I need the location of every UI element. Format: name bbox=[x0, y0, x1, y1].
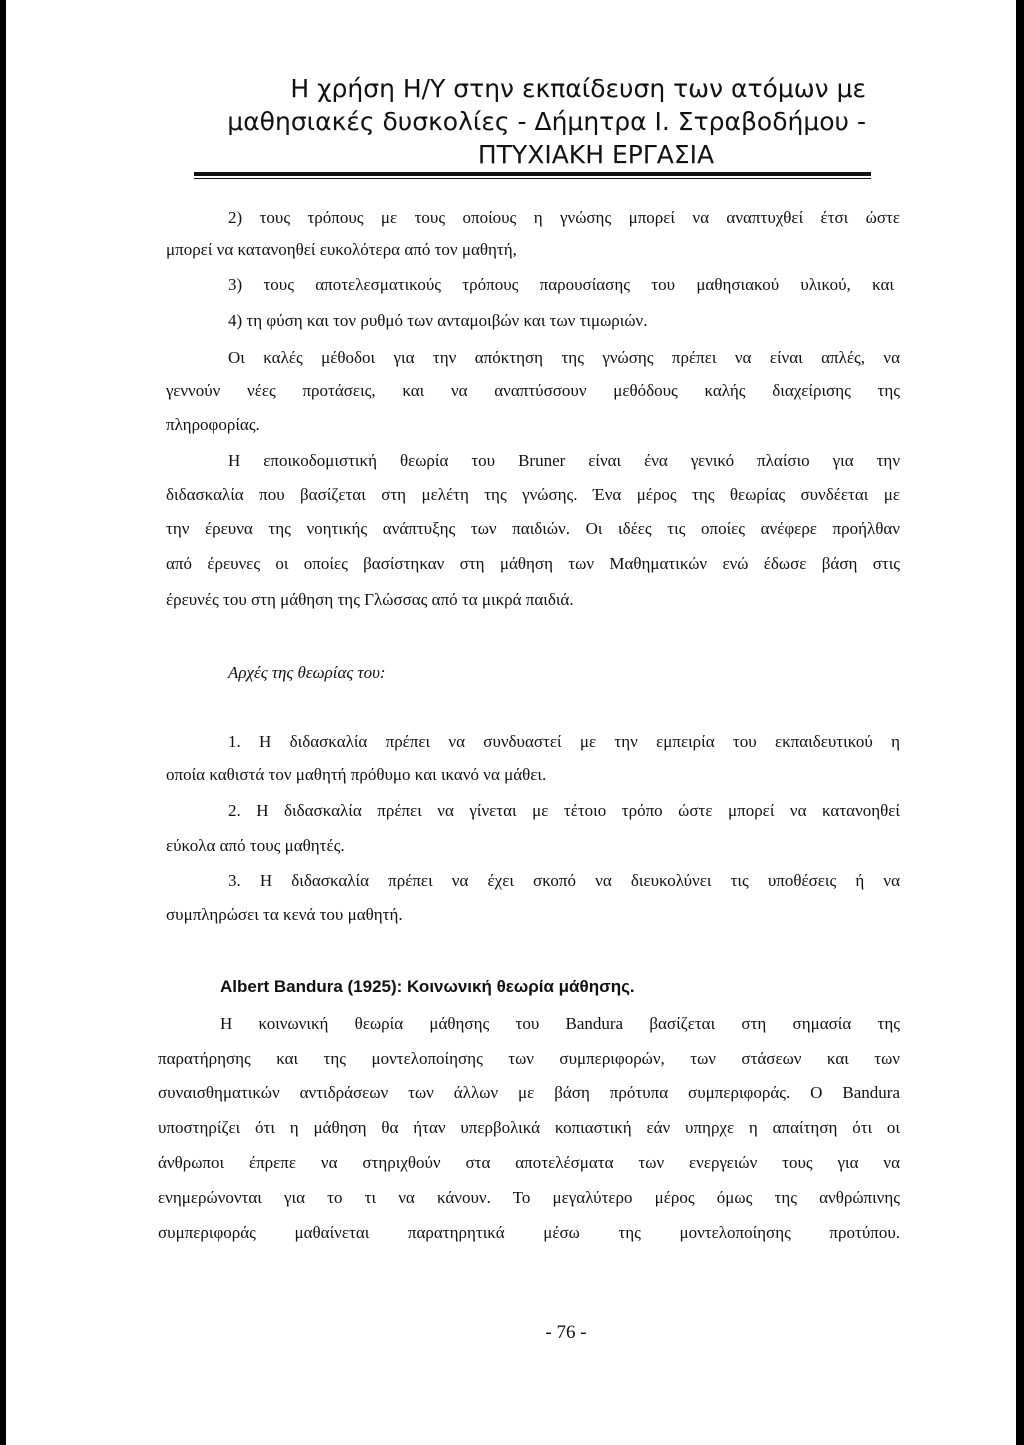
header-line-3: ΠΤΥΧΙΑΚΗ ΕΡΓΑΣΙΑ bbox=[477, 140, 715, 169]
text-line: παρατήρησης και της μοντελοποίησης των συμπεριφορών, των στάσεων και των bbox=[158, 1049, 900, 1068]
text-line: άνθρωποι έπρεπε να στηριχθούν στα αποτελέσματα των ενεργειών τους για να bbox=[158, 1153, 900, 1172]
text-line: μπορεί να κατανοηθεί ευκολότερα από τον μαθητή, bbox=[166, 240, 517, 259]
section-heading: Albert Bandura (1925): Κοινωνική θεωρία μάθησης. bbox=[220, 977, 635, 996]
list-item-continuation: εύκολα από τους μαθητές. bbox=[166, 836, 345, 855]
text-line: Οι καλές μέθοδοι για την απόκτηση της γνώσης πρέπει να είναι απλές, να bbox=[228, 348, 900, 367]
text-line: γεννούν νέες προτάσεις, και να αναπτύσσουν μεθόδους καλής διαχείρισης της bbox=[166, 381, 900, 400]
list-item-continuation: οποία καθιστά τον μαθητή πρόθυμο και ικανό να μάθει. bbox=[166, 765, 547, 784]
text-line: Η κοινωνική θεωρία μάθησης του Bandura βασίζεται στη σημασία της bbox=[220, 1014, 900, 1033]
list-item-continuation: συμπληρώσει τα κενά του μαθητή. bbox=[166, 905, 403, 924]
list-item: 1. Η διδασκαλία πρέπει να συνδυαστεί με την εμπειρία του εκπαιδευτικού η bbox=[228, 732, 900, 751]
document-page bbox=[6, 0, 1016, 1445]
text-line: από έρευνες οι οποίες βασίστηκαν στη μάθηση των Μαθηματικών ενώ έδωσε βάση στις bbox=[166, 554, 900, 573]
text-line: διδασκαλία που βασίζεται στη μελέτη της γνώσης. Ένα μέρος της θεωρίας συνδέεται με bbox=[166, 485, 900, 504]
header-line-2: μαθησιακές δυσκολίες - Δήμητρα Ι. Στραβοδήμου - bbox=[227, 107, 866, 136]
text-line: έρευνές του στη μάθηση της Γλώσσας από τα μικρά παιδιά. bbox=[166, 590, 574, 609]
text-line: υποστηρίζει ότι η μάθηση θα ήταν υπερβολικά κοπιαστική εάν υπηρχε η απαίτηση ότι οι bbox=[158, 1118, 900, 1137]
text-line: 2) τους τρόπους με τους οποίους η γνώσης μπορεί να αναπτυχθεί έτσι ώστε bbox=[228, 208, 900, 227]
text-line: ενημερώνονται για το τι να κάνουν. Το μεγαλύτερο μέρος όμως της ανθρώπινης bbox=[158, 1188, 900, 1207]
page-number: - 76 - bbox=[545, 1322, 587, 1343]
header-rule-thin bbox=[194, 178, 871, 179]
text-line: την έρευνα της νοητικής ανάπτυξης των παιδιών. Οι ιδέες τις οποίες ανέφερε προήλθαν bbox=[166, 519, 900, 538]
page-header bbox=[156, 72, 866, 171]
text-line: Η εποικοδομιστική θεωρία του Bruner είναι ένα γενικό πλαίσιο για την bbox=[228, 451, 900, 470]
text-line: 4) τη φύση και τον ρυθμό των ανταμοιβών και των τιμωριών. bbox=[228, 311, 648, 330]
text-line: συμπεριφοράς μαθαίνεται παρατηρητικά μέσω της μοντελοποίησης προτύπου. bbox=[158, 1223, 900, 1242]
text-line: πληροφορίας. bbox=[166, 415, 260, 434]
subheading: Αρχές της θεωρίας του: bbox=[228, 663, 386, 682]
text-line: συναισθηματικών αντιδράσεων των άλλων με βάση πρότυπα συμπεριφοράς. Ο Bandura bbox=[158, 1083, 900, 1102]
header-rule-thick bbox=[194, 172, 871, 176]
text-line: 3) τους αποτελεσματικούς τρόπους παρουσίασης του μαθησιακού υλικού, και bbox=[228, 275, 894, 294]
header-line-1: Η χρήση Η/Υ στην εκπαίδευση των ατόμων με bbox=[290, 74, 866, 103]
list-item: 3. Η διδασκαλία πρέπει να έχει σκοπό να διευκολύνει τις υποθέσεις ή να bbox=[228, 871, 900, 890]
list-item: 2. Η διδασκαλία πρέπει να γίνεται με τέτοιο τρόπο ώστε μπορεί να κατανοηθεί bbox=[228, 801, 900, 820]
